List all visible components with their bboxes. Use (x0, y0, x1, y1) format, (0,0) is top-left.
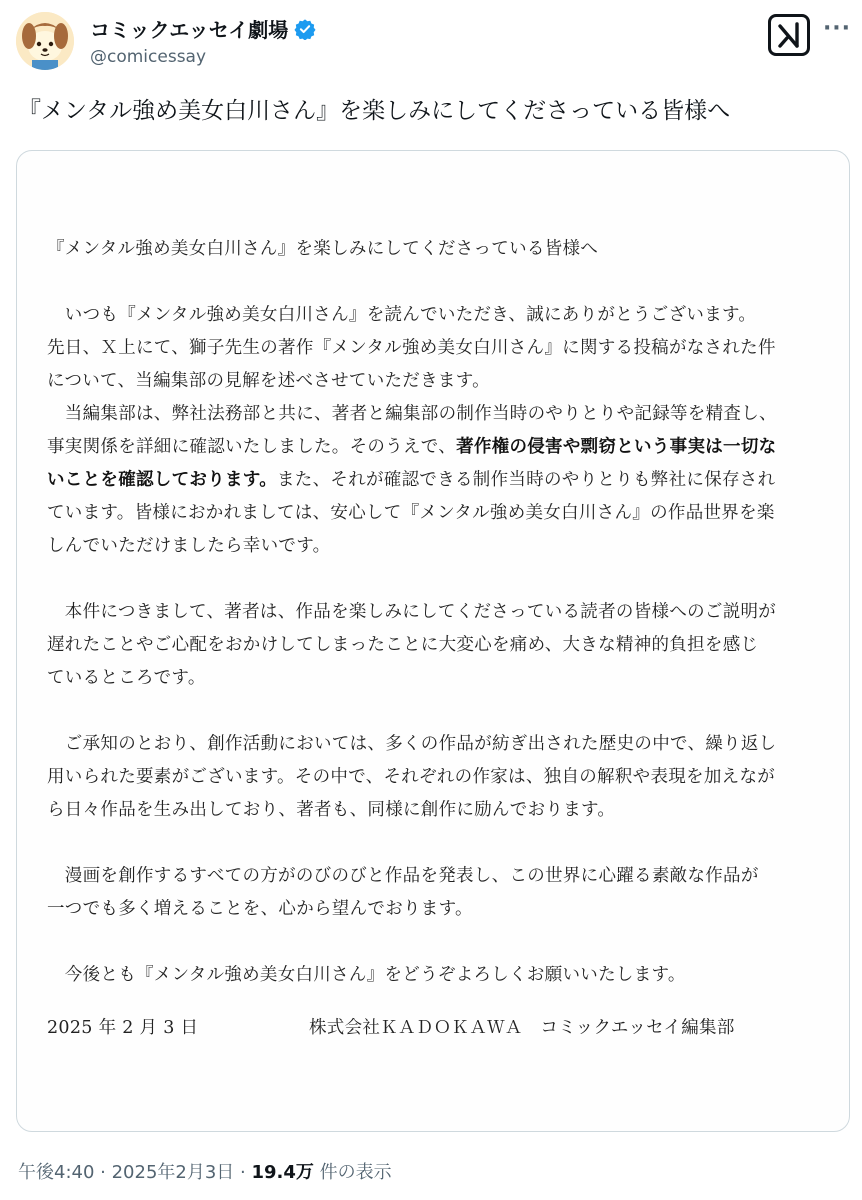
paragraph-gap (47, 695, 837, 728)
paragraph-gap (47, 926, 837, 959)
document-line: 本件につきまして、著者は、作品を楽しみにしてくださっている読者の皆様へのご説明が (47, 602, 777, 622)
attached-image[interactable] (16, 150, 850, 1132)
tweet-text: 『メンタル強め美女白川さん』を楽しみにしてくださっている皆様へ (18, 98, 731, 124)
statement-document (47, 233, 837, 1045)
post-time-link[interactable] (18, 1162, 234, 1183)
document-line: 先日、Ｘ上にて、獅子先生の著作『メンタル強め美女白川さん』に関する投稿がなされた件 (47, 338, 776, 358)
view-count-label: 件の表示 (313, 1162, 392, 1183)
user-handle[interactable]: @comicessay (90, 47, 207, 67)
document-date: 2025 年 2 月 3 日 (47, 1018, 199, 1038)
document-text: 事実関係を詳細に確認いたしました。そのうえで、 (47, 437, 457, 457)
document-bold-text: いことを確認しております。 (47, 470, 277, 490)
document-line: ています。皆様におかれましては、安心して『メンタル強め美女白川さん』の作品世界を楽 (47, 503, 775, 523)
document-line: 用いられた要素がございます。その中で、それぞれの作家は、独自の解釈や表現を加えなが (47, 767, 776, 787)
document-bold-text: 著作権の侵害や剽窃という事実は一切な (456, 437, 777, 457)
display-name[interactable]: コミックエッセイ劇場 (90, 18, 289, 42)
post-time: 午後4:40 (18, 1162, 95, 1183)
document-line (47, 431, 837, 464)
document-company: 株式会社ＫＡＤＯＫＡＷＡ コミックエッセイ編集部 (309, 1018, 735, 1038)
document-line: 当編集部は、弊社法務部と共に、著者と編集部の制作当時のやりとりや記録等を精査し、 (47, 404, 777, 424)
document-line: ら日々作品を生み出しており、著者も、同様に創作に励んでおります。 (47, 800, 616, 820)
more-options-button[interactable] (822, 16, 852, 46)
document-line: 一つでも多く増えることを、心から望んでおります。 (47, 899, 473, 919)
post-date: 2025年2月3日 (111, 1162, 235, 1183)
meta-separator: · (94, 1162, 112, 1183)
document-line: ご承知のとおり、創作活動においては、多くの作品が紡ぎ出された歴史の中で、繰り返し (47, 734, 777, 754)
verified-badge-icon (294, 18, 316, 40)
document-heading: 『メンタル強め美女白川さん』を楽しみにしてくださっている皆様へ (47, 239, 599, 259)
grok-button[interactable] (768, 14, 810, 56)
document-text: また、それが確認できる制作当時のやりとりも弊社に保存され (277, 470, 776, 490)
document-line: しんでいただけましたら幸いです。 (47, 536, 331, 556)
document-signature (47, 1012, 837, 1045)
document-line: 遅れたことやご心配をおかけしてしまったことに大変心を痛め、大きな精神的負担を感じ (47, 635, 759, 655)
tweet-meta (18, 1158, 392, 1184)
document-line (47, 464, 837, 497)
document-line: ているところです。 (47, 668, 206, 688)
document-line: 漫画を創作するすべての方がのびのびと作品を発表し、この世界に心躍る素敵な作品が (47, 866, 759, 886)
more-options-icon: ··· (822, 16, 852, 41)
grok-icon (771, 17, 807, 53)
paragraph-gap (47, 563, 837, 596)
author-name-row[interactable] (90, 14, 316, 43)
document-line: について、当編集部の見解を述べさせていただきます。 (47, 371, 490, 391)
view-count: 19.4万 (251, 1162, 314, 1183)
paragraph-gap (47, 827, 837, 860)
document-line: 今後とも『メンタル強め美女白川さん』をどうぞよろしくお願いいたします。 (47, 965, 686, 985)
meta-separator: · (234, 1162, 252, 1183)
dog-avatar-icon (16, 12, 74, 70)
document-line: いつも『メンタル強め美女白川さん』を読んでいただき、誠にありがとうございます。 (47, 305, 757, 325)
avatar[interactable] (16, 12, 74, 70)
